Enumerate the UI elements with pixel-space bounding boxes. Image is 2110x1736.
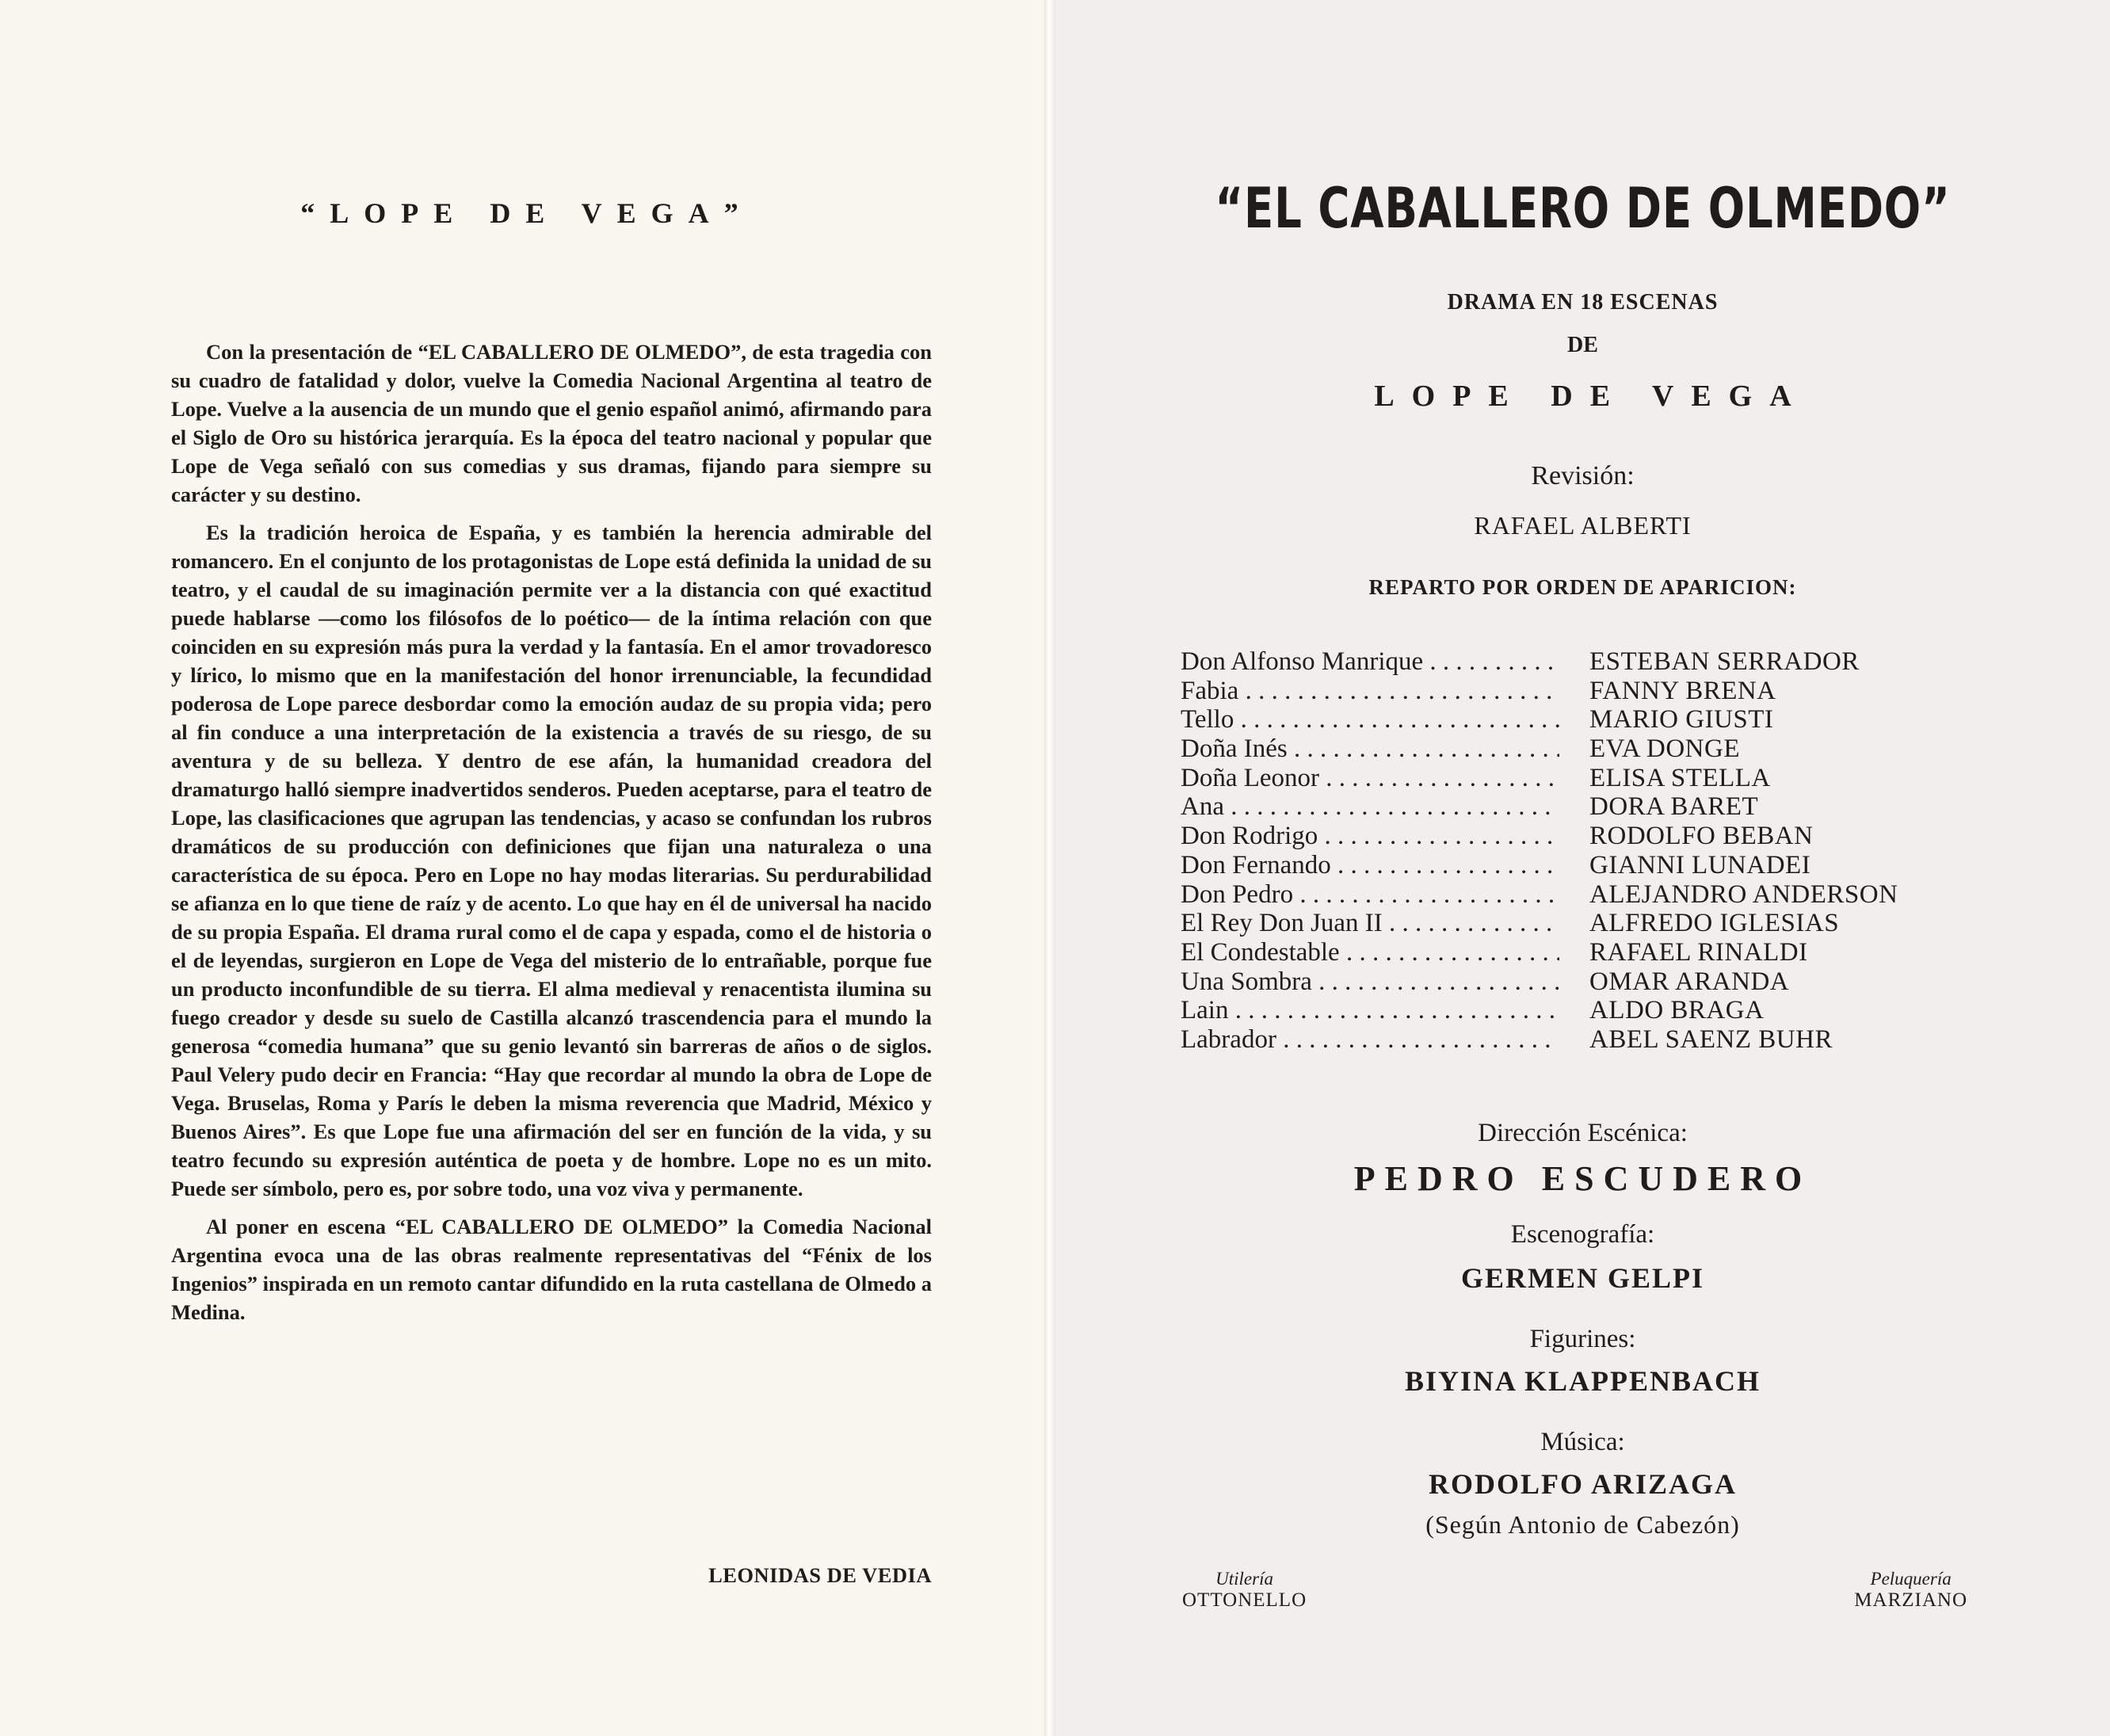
cast-heading: REPARTO POR ORDEN DE APARICION:: [1368, 575, 1797, 599]
cast-row: [1181, 705, 1973, 734]
direction-label: Dirección Escénica:: [1478, 1119, 1688, 1147]
essay-signature: LEONIDAS DE VEDIA: [708, 1563, 932, 1587]
cast-actor: ALDO BRAGA: [1589, 996, 1765, 1025]
revision-name: RAFAEL ALBERTI: [1474, 511, 1692, 540]
cast-row: [1181, 677, 1973, 706]
author-name: LOPE DE VEGA: [1374, 380, 1809, 413]
cast-actor: DORA BARET: [1589, 792, 1759, 822]
cast-role: Don Pedro . . .: [1181, 880, 1559, 910]
cast-row: [1181, 851, 1973, 880]
cast-actor: OMAR ARANDA: [1589, 967, 1790, 996]
props-credit: [1182, 1569, 1307, 1612]
left-page: [0, 0, 1044, 1736]
play-title: “EL CABALLERO DE OLMEDO”: [1215, 176, 1951, 241]
cast-row: [1181, 792, 1973, 822]
cast-role: Labrador . . .: [1181, 1025, 1559, 1055]
right-page: [1055, 0, 2110, 1736]
cast-actor: MARIO GIUSTI: [1589, 705, 1774, 734]
cast-role: El Condestable . . .: [1181, 938, 1559, 967]
cast-row: [1181, 880, 1973, 910]
essay-body: [171, 338, 932, 1336]
set-design-name: GERMEN GELPI: [1460, 1262, 1705, 1294]
cast-role: Don Alfonso Manrique . . .: [1181, 647, 1559, 677]
page-fold: [1044, 0, 1055, 1736]
cast-role: Don Fernando . . .: [1181, 851, 1559, 880]
cast-row: [1181, 764, 1973, 793]
cast-actor: ESTEBAN SERRADOR: [1589, 647, 1860, 676]
costume-label: Figurines:: [1529, 1325, 1636, 1353]
hair-credit: [1854, 1569, 1967, 1612]
cast-role: Ana . . .: [1181, 792, 1559, 822]
cast-row: [1181, 938, 1973, 967]
music-note: (Según Antonio de Cabezón): [1425, 1510, 1740, 1539]
essay-paragraph: Es la tradición heroica de España, y es también la herencia admirable del romancero. En el conjunto de los protagonistas de Lope está definida la unidad de su teatro, y el caudal de su imaginación permite ver a la distancia con qué exactitud puede hablarse —como los filósofos de lo poético— de la íntima relación con que coinciden en su expresión más pura la verdad y la fantasía. En el amor trovadoresco y lírico, lo mismo que en la manifestación del honor irrenunciable, la fecundidad poderosa de Lope parece desbordar como la emoción audaz de su propia vida; pero al fin conduce a una interpretación de la existencia a través de su riesgo, de su aventura y de su belleza. Y dentro de ese afán, la humanidad creadora del dramaturgo halló siempre inadvertidos senderos. Pueden aceptarse, para el teatro de Lope, las clasificaciones que agrupan las tendencias, y acaso se confundan los rubros dramáticos de su producción con definiciones que fijan una naturaleza o una característica de su época. Pero en Lope no hay modas literarias. Su perdurabilidad se afianza en lo que tiene de raíz y de acento. Lo que hay en él de universal ha nacido de su propia España. El drama rural como el de capa y espada, como el de historia o el de leyendas, surgieron en Lope de Vega del misterio de lo entrañable, porque fue un producto inconfundible de su tierra. El alma medieval y renacentista ilumina su fuego creador y desde su suelo de Castilla alcanzó trascendencia para el mundo la generosa “comedia humana” que su genio levantó sin barreras de años o de siglos. Paul Velery pudo decir en Francia: “Hay que recordar al mundo la obra de Lope de Vega. Bruselas, Roma y París le deben la misma reverencia que Madrid, México y Buenos Aires”. Es que Lope fue una afirmación del ser en función de la vida, y su teatro fecundo su expresión auténtica de poeta y de hombre. Lope no es un mito. Puede ser símbolo, pero es, por sobre todo, una voz viva y permanente.: [171, 521, 932, 1200]
hair-label: Peluquería: [1870, 1569, 1952, 1589]
cast-role: Una Sombra . . .: [1181, 967, 1559, 997]
cast-row: [1181, 734, 1973, 764]
direction-name: PEDRO ESCUDERO: [1353, 1159, 1812, 1198]
cast-role: El Rey Don Juan II . . .: [1181, 909, 1559, 938]
cast-actor: ALEJANDRO ANDERSON: [1589, 879, 1898, 909]
cast-role: Doña Inés . . .: [1181, 734, 1559, 764]
cast-list: [1181, 647, 1973, 1055]
essay-paragraph: Con la presentación de “EL CABALLERO DE OLMEDO”, de esta tragedia con su cuadro de fatalidad y dolor, vuelve la Comedia Nacional Argentina al teatro de Lope. Vuelve a la ausencia de un mundo que el genio español animó, afirmando para el Siglo de Oro su histórica jerarquía. Es la época del teatro nacional y popular que Lope de Vega señaló con sus comedias y sus dramas, fijando para siempre su carácter y su destino.: [171, 340, 932, 506]
music-label: Música:: [1540, 1428, 1625, 1456]
props-label: Utilería: [1215, 1569, 1273, 1589]
cast-actor: GIANNI LUNADEI: [1589, 850, 1811, 879]
cast-row: [1181, 909, 1973, 938]
cast-role: Doña Leonor . . .: [1181, 764, 1559, 793]
props-name: OTTONELLO: [1182, 1589, 1307, 1611]
preposition-de: DE: [1567, 333, 1598, 357]
play-subtitle: DRAMA EN 18 ESCENAS: [1447, 290, 1719, 315]
cast-role: Fabia . . .: [1181, 677, 1559, 706]
cast-row: [1181, 647, 1973, 677]
cast-role: Tello . . .: [1181, 705, 1559, 734]
essay-paragraph: Al poner en escena “EL CABALLERO DE OLMEDO” la Comedia Nacional Argentina evoca una de las obras realmente representativas del “Fénix de los Ingenios” inspirada en un remoto cantar difundido en la ruta castellana de Olmedo a Medina.: [171, 1215, 932, 1324]
cast-role: Don Rodrigo . . .: [1181, 822, 1559, 851]
cast-role: Lain . . .: [1181, 996, 1559, 1025]
revision-label: Revisión:: [1531, 461, 1635, 490]
cast-row: [1181, 996, 1973, 1025]
cast-actor: ABEL SAENZ BUHR: [1589, 1024, 1833, 1054]
cast-row: [1181, 822, 1973, 851]
cast-row: [1181, 967, 1973, 997]
costume-name: BIYINA KLAPPENBACH: [1404, 1365, 1761, 1397]
cast-actor: ALFREDO IGLESIAS: [1589, 909, 1840, 938]
cast-actor: FANNY BRENA: [1589, 676, 1776, 705]
cast-row: [1181, 1025, 1973, 1055]
cast-actor: RAFAEL RINALDI: [1589, 937, 1808, 967]
music-name: RODOLFO ARIZAGA: [1428, 1468, 1738, 1500]
cast-actor: EVA DONGE: [1589, 734, 1740, 764]
set-design-label: Escenografía:: [1510, 1220, 1655, 1249]
cast-actor: ELISA STELLA: [1589, 763, 1771, 792]
essay-title: “LOPE DE VEGA”: [300, 197, 754, 229]
hair-name: MARZIANO: [1854, 1589, 1967, 1611]
cast-actor: RODOLFO BEBAN: [1589, 822, 1814, 851]
